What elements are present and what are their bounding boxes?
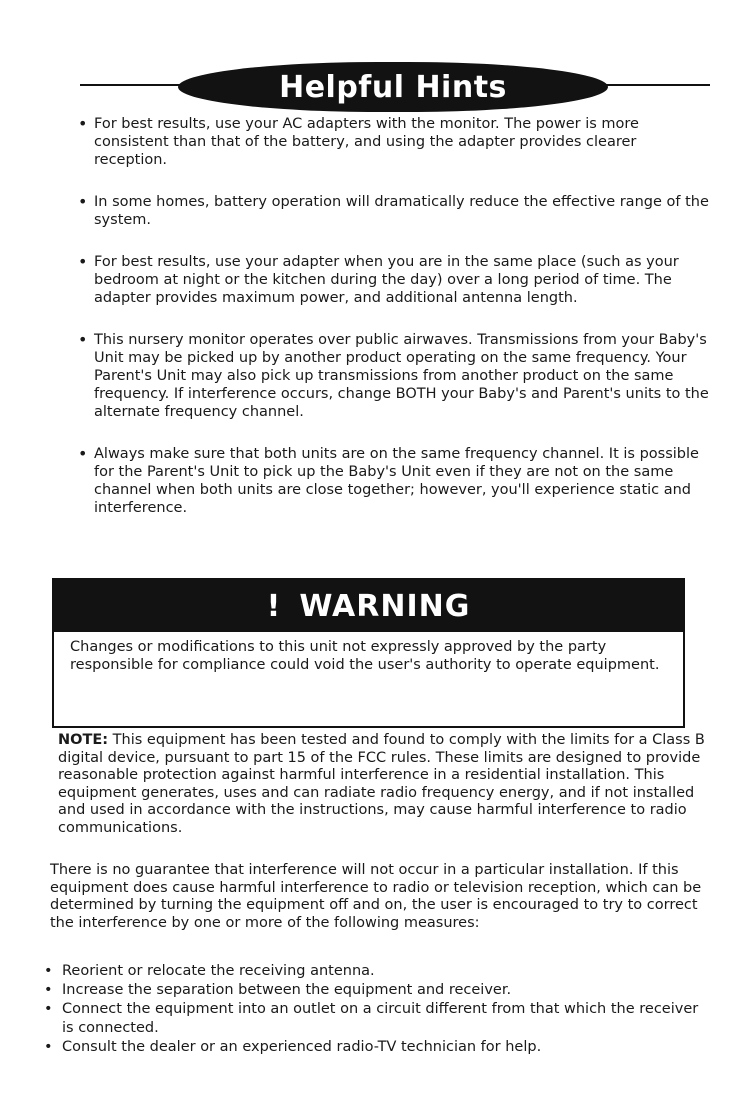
warning-title: WARNING bbox=[299, 588, 471, 624]
hint-item: • For best results, use your adapter when you are in the same place (such as your bedroom at night or the kitchen during the day) over a long period of time. The adapter provides maximum power, and additional antenna length. bbox=[70, 253, 710, 307]
warning-icon: ! bbox=[266, 588, 282, 624]
measure-item: • Reorient or relocate the receiving antenna. bbox=[40, 962, 700, 981]
section-title-banner bbox=[178, 62, 608, 112]
fcc-note bbox=[58, 732, 708, 837]
warning-box bbox=[52, 578, 685, 728]
measures-list bbox=[40, 962, 700, 1057]
interference-paragraph: There is no guarantee that interference will not occur in a particular installation. If this equipment does cause harmful interference to radio or television reception, which can be determined by turning the equipment off and on, the user is encouraged to try to correct the interference by one or more of the following measures: bbox=[50, 862, 702, 931]
hint-item: • This nursery monitor operates over public airwaves. Transmissions from your Baby's Unit may be picked up by another product operating on the same frequency. Your Parent's Unit may also pick up transmissions from another product on the same frequency. If interference occurs, change BOTH your Baby's and Parent's units to the alternate frequency channel. bbox=[70, 331, 710, 421]
hint-item: • For best results, use your AC adapters with the monitor. The power is more consistent than that of the battery, and using the adapter provides clearer reception. bbox=[70, 115, 710, 169]
measure-item: • Connect the equipment into an outlet on a circuit different from that which the receiver is connected. bbox=[40, 1000, 700, 1038]
hint-item: • In some homes, battery operation will dramatically reduce the effective range of the system. bbox=[70, 193, 710, 229]
note-label: NOTE: bbox=[58, 732, 109, 748]
hints-list bbox=[70, 115, 710, 541]
measure-item: • Consult the dealer or an experienced radio-TV technician for help. bbox=[40, 1038, 700, 1057]
warning-banner bbox=[54, 580, 683, 632]
note-text: This equipment has been tested and found to comply with the limits for a Class B digital device, pursuant to part 15 of the FCC rules. These limits are designed to provide reasonable protection against harmful interference in a residential installation. This equipment generates, uses and can radiate radio frequency energy, and if not installed and used in accordance with the instructions, may cause harmful interference to radio communications. bbox=[58, 732, 705, 836]
section-title: Helpful Hints bbox=[279, 69, 507, 105]
hint-item: • Always make sure that both units are on the same frequency channel. It is possible for the Parent's Unit to pick up the Baby's Unit even if they are not on the same channel when both units are close together; however, you'll experience static and interference. bbox=[70, 445, 710, 517]
measure-item: • Increase the separation between the equipment and receiver. bbox=[40, 981, 700, 1000]
warning-text: Changes or modifications to this unit not expressly approved by the party responsible for compliance could void the user's authority to operate equipment. bbox=[70, 639, 660, 673]
